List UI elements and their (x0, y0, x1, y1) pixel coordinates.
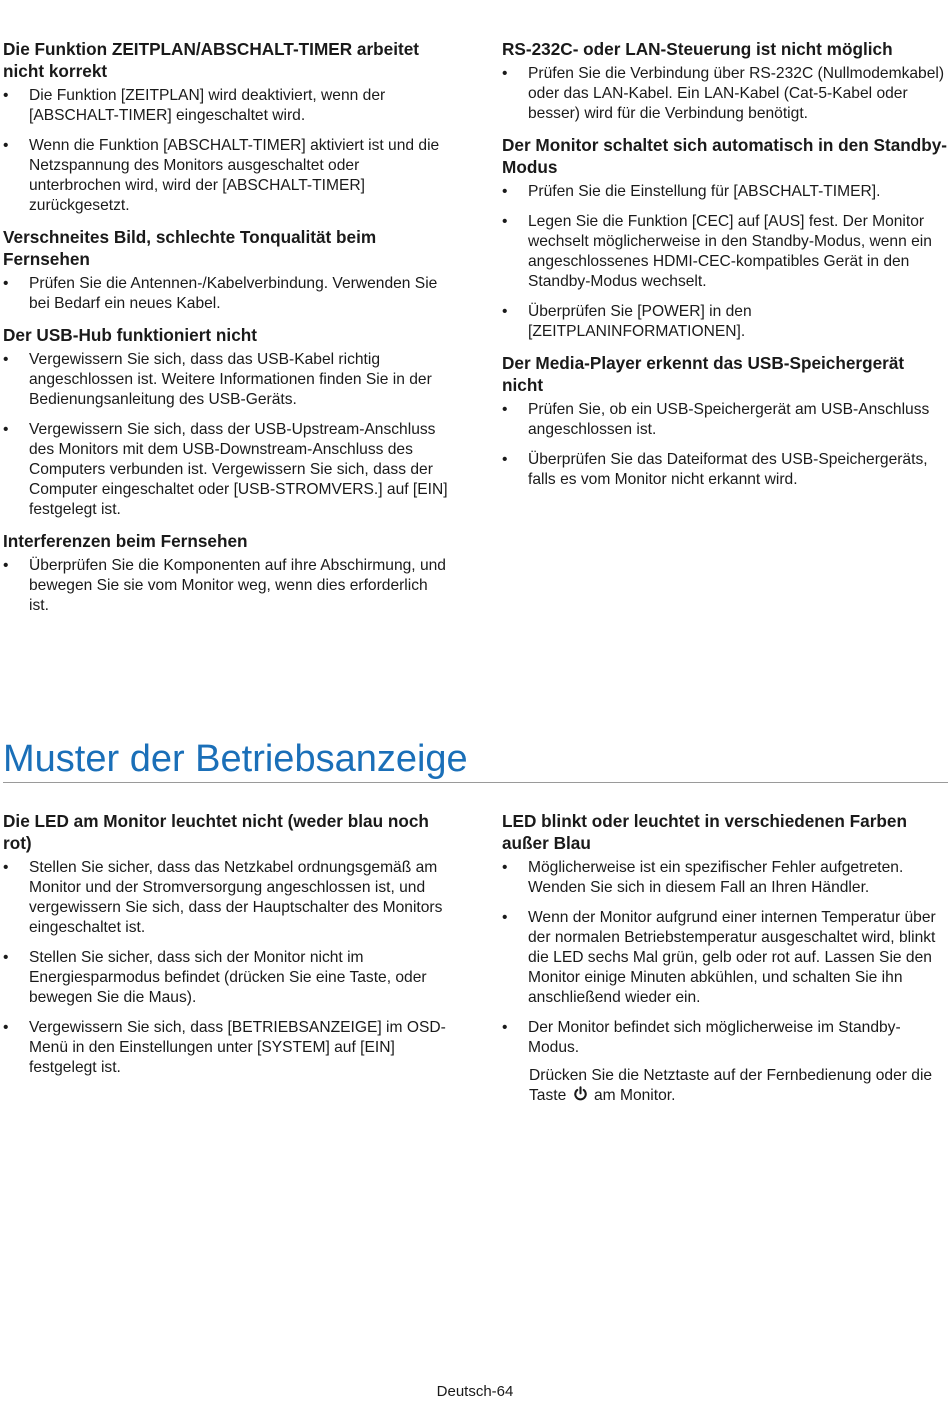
list-item-text: Überprüfen Sie [POWER] in den [ZEITPLANINFORMATIONEN]. (528, 303, 752, 340)
bullet-marker: • (502, 401, 508, 418)
list-item (502, 908, 948, 1008)
list-item-text: Stellen Sie sicher, dass sich der Monitor nicht im Energiesparmodus befindet (drücken Sie eine Taste, oder bewegen Sie die Maus). (29, 949, 427, 1006)
section-zeitplan (3, 38, 451, 216)
list-item-text: Legen Sie die Funktion [CEC] auf [AUS] fest. Der Monitor wechselt möglicherweise in den Standby-Modus, wenn ein angeschlossenes HDMI-CEC-kompatibles Gerät in den Standby-Modus wechselt. (528, 213, 932, 290)
list-item-text: Prüfen Sie die Antennen-/Kabelverbindung. Verwenden Sie bei Bedarf ein neues Kabel. (29, 275, 438, 312)
bullet-marker: • (3, 275, 9, 292)
bullet-marker: • (502, 1019, 508, 1036)
list-item (502, 450, 948, 490)
bullet-list (502, 858, 948, 1058)
note-text-before: Drücken Sie die Netztaste auf der Fernbedienung oder die Taste (529, 1067, 933, 1104)
bullet-marker: • (3, 859, 9, 876)
bullet-marker: • (3, 87, 9, 104)
section-heading: Der Monitor schaltet sich automatisch in den Standby-Modus (502, 135, 948, 177)
bullet-list (3, 556, 451, 616)
bullet-marker: • (502, 909, 508, 926)
list-item (3, 86, 451, 126)
list-item (502, 64, 948, 124)
list-item-text: Der Monitor befindet sich möglicherweise im Standby-Modus. (528, 1019, 901, 1056)
list-item (502, 212, 948, 292)
bullet-list (3, 274, 451, 314)
list-item (3, 556, 451, 616)
bullet-marker: • (502, 65, 508, 82)
bullet-list (502, 64, 948, 124)
list-item (502, 858, 948, 898)
bullet-marker: • (3, 421, 9, 438)
list-item (3, 136, 451, 216)
bottom-left-column (3, 810, 451, 1088)
section-tv-picture (3, 226, 451, 314)
bullet-marker: • (3, 949, 9, 966)
list-item (3, 350, 451, 410)
section-heading: Der USB-Hub funktioniert nicht (3, 325, 257, 345)
bullet-marker: • (502, 183, 508, 200)
section-heading: Der Media-Player erkennt das USB-Speichergerät nicht (502, 353, 905, 395)
section-standby (502, 134, 948, 342)
section-heading: LED blinkt oder leuchtet in verschiedenen Farben außer Blau (502, 811, 907, 853)
bullet-marker: • (3, 351, 9, 368)
bullet-marker: • (3, 557, 9, 574)
bullet-marker: • (3, 1019, 9, 1036)
list-item-text: Überprüfen Sie das Dateiformat des USB-Speichergeräts, falls es vom Monitor nicht erkannt wird. (528, 451, 928, 488)
list-item-text: Die Funktion [ZEITPLAN] wird deaktiviert, wenn der [ABSCHALT-TIMER] eingeschaltet wird. (29, 87, 386, 124)
list-item-text: Möglicherweise ist ein spezifischer Fehler aufgetreten. Wenden Sie sich in diesem Fall an Ihren Händler. (528, 859, 904, 896)
section-usb-hub (3, 324, 451, 520)
list-item-text: Stellen Sie sicher, dass das Netzkabel ordnungsgemäß am Monitor und der Stromversorgung angeschlossen ist, und vergewissern Sie sich, dass der Hauptschalter des Monitors eingeschaltet ist. (29, 859, 443, 936)
list-item-text: Vergewissern Sie sich, dass der USB-Upstream-Anschluss des Monitors mit dem USB-Downstream-Anschluss des Computers verbunden ist. Vergewissern Sie sich, dass der Computer eingeschaltet oder [USB-STROMVERS.] auf [EIN] festgelegt ist. (29, 421, 448, 518)
list-item-text: Prüfen Sie die Verbindung über RS-232C (Nullmodemkabel) oder das LAN-Kabel. Ein LAN-Kabel (Cat-5-Kabel oder besser) wird für die Verbindung benötigt. (528, 65, 945, 122)
list-item (502, 1018, 948, 1058)
list-item-text: Wenn der Monitor aufgrund einer internen Temperatur über der normalen Betriebstemperatur ausgeschaltet wird, blinkt die LED sechs Mal grün, gelb oder rot auf. Lassen Sie den Monitor einige Minuten abkühlen, und schalten Sie ihn anschließend wieder ein. (528, 909, 936, 1006)
bullet-marker: • (3, 137, 9, 154)
bullet-marker: • (502, 859, 508, 876)
bullet-list (3, 858, 451, 1078)
list-item (3, 274, 451, 314)
section-title: Muster der Betriebsanzeige (3, 738, 468, 780)
section-rs232c (502, 38, 948, 124)
section-heading: Verschneites Bild, schlechte Tonqualität beim Fernsehen (3, 227, 377, 269)
page-number: Deutsch-64 (436, 1383, 514, 1400)
list-item-text: Vergewissern Sie sich, dass das USB-Kabel richtig angeschlossen ist. Weitere Informationen finden Sie in der Bedienungsanleitung des USB-Geräts. (29, 351, 432, 408)
bullet-marker: • (502, 451, 508, 468)
section-tv-interference (3, 530, 451, 616)
section-heading: Die LED am Monitor leuchtet nicht (weder blau noch rot) (3, 811, 429, 853)
list-item (502, 302, 948, 342)
section-heading: Interferenzen beim Fernsehen (3, 531, 248, 551)
power-icon (573, 1086, 588, 1101)
bullet-list (502, 182, 948, 342)
list-item (502, 182, 948, 202)
list-item (3, 420, 451, 520)
top-left-column (3, 38, 451, 626)
bullet-list (3, 350, 451, 520)
section-heading: Die Funktion ZEITPLAN/ABSCHALT-TIMER arbeitet nicht korrekt (3, 39, 419, 81)
bullet-list (502, 400, 948, 490)
bullet-marker: • (502, 303, 508, 320)
list-item-text: Prüfen Sie, ob ein USB-Speichergerät am USB-Anschluss angeschlossen ist. (528, 401, 930, 438)
note-text-after: am Monitor. (593, 1087, 676, 1104)
section-heading: RS-232C- oder LAN-Steuerung ist nicht möglich (502, 39, 893, 59)
top-right-column (502, 38, 948, 500)
list-item-text: Vergewissern Sie sich, dass [BETRIEBSANZEIGE] im OSD-Menü in den Einstellungen unter [SYSTEM] auf [EIN] festgelegt ist. (29, 1019, 446, 1076)
list-item (3, 1018, 451, 1078)
bullet-marker: • (502, 213, 508, 230)
list-item-text: Prüfen Sie die Einstellung für [ABSCHALT-TIMER]. (528, 183, 881, 200)
title-divider (3, 782, 948, 783)
section-led-off (3, 810, 451, 1078)
section-media-player (502, 352, 948, 490)
bullet-list (3, 86, 451, 216)
bottom-right-column (502, 810, 948, 1112)
list-item (3, 948, 451, 1008)
list-item-text: Überprüfen Sie die Komponenten auf ihre Abschirmung, und bewegen Sie sie vom Monitor weg, wenn dies erforderlich ist. (29, 557, 446, 614)
standby-note (502, 1066, 948, 1106)
list-item (502, 400, 948, 440)
list-item (3, 858, 451, 938)
list-item-text: Wenn die Funktion [ABSCHALT-TIMER] aktiviert ist und die Netzspannung des Monitors ausgeschaltet oder unterbrochen wird, wird der [ABSCHALT-TIMER] zurückgesetzt. (29, 137, 440, 214)
section-led-blink (502, 810, 948, 1106)
